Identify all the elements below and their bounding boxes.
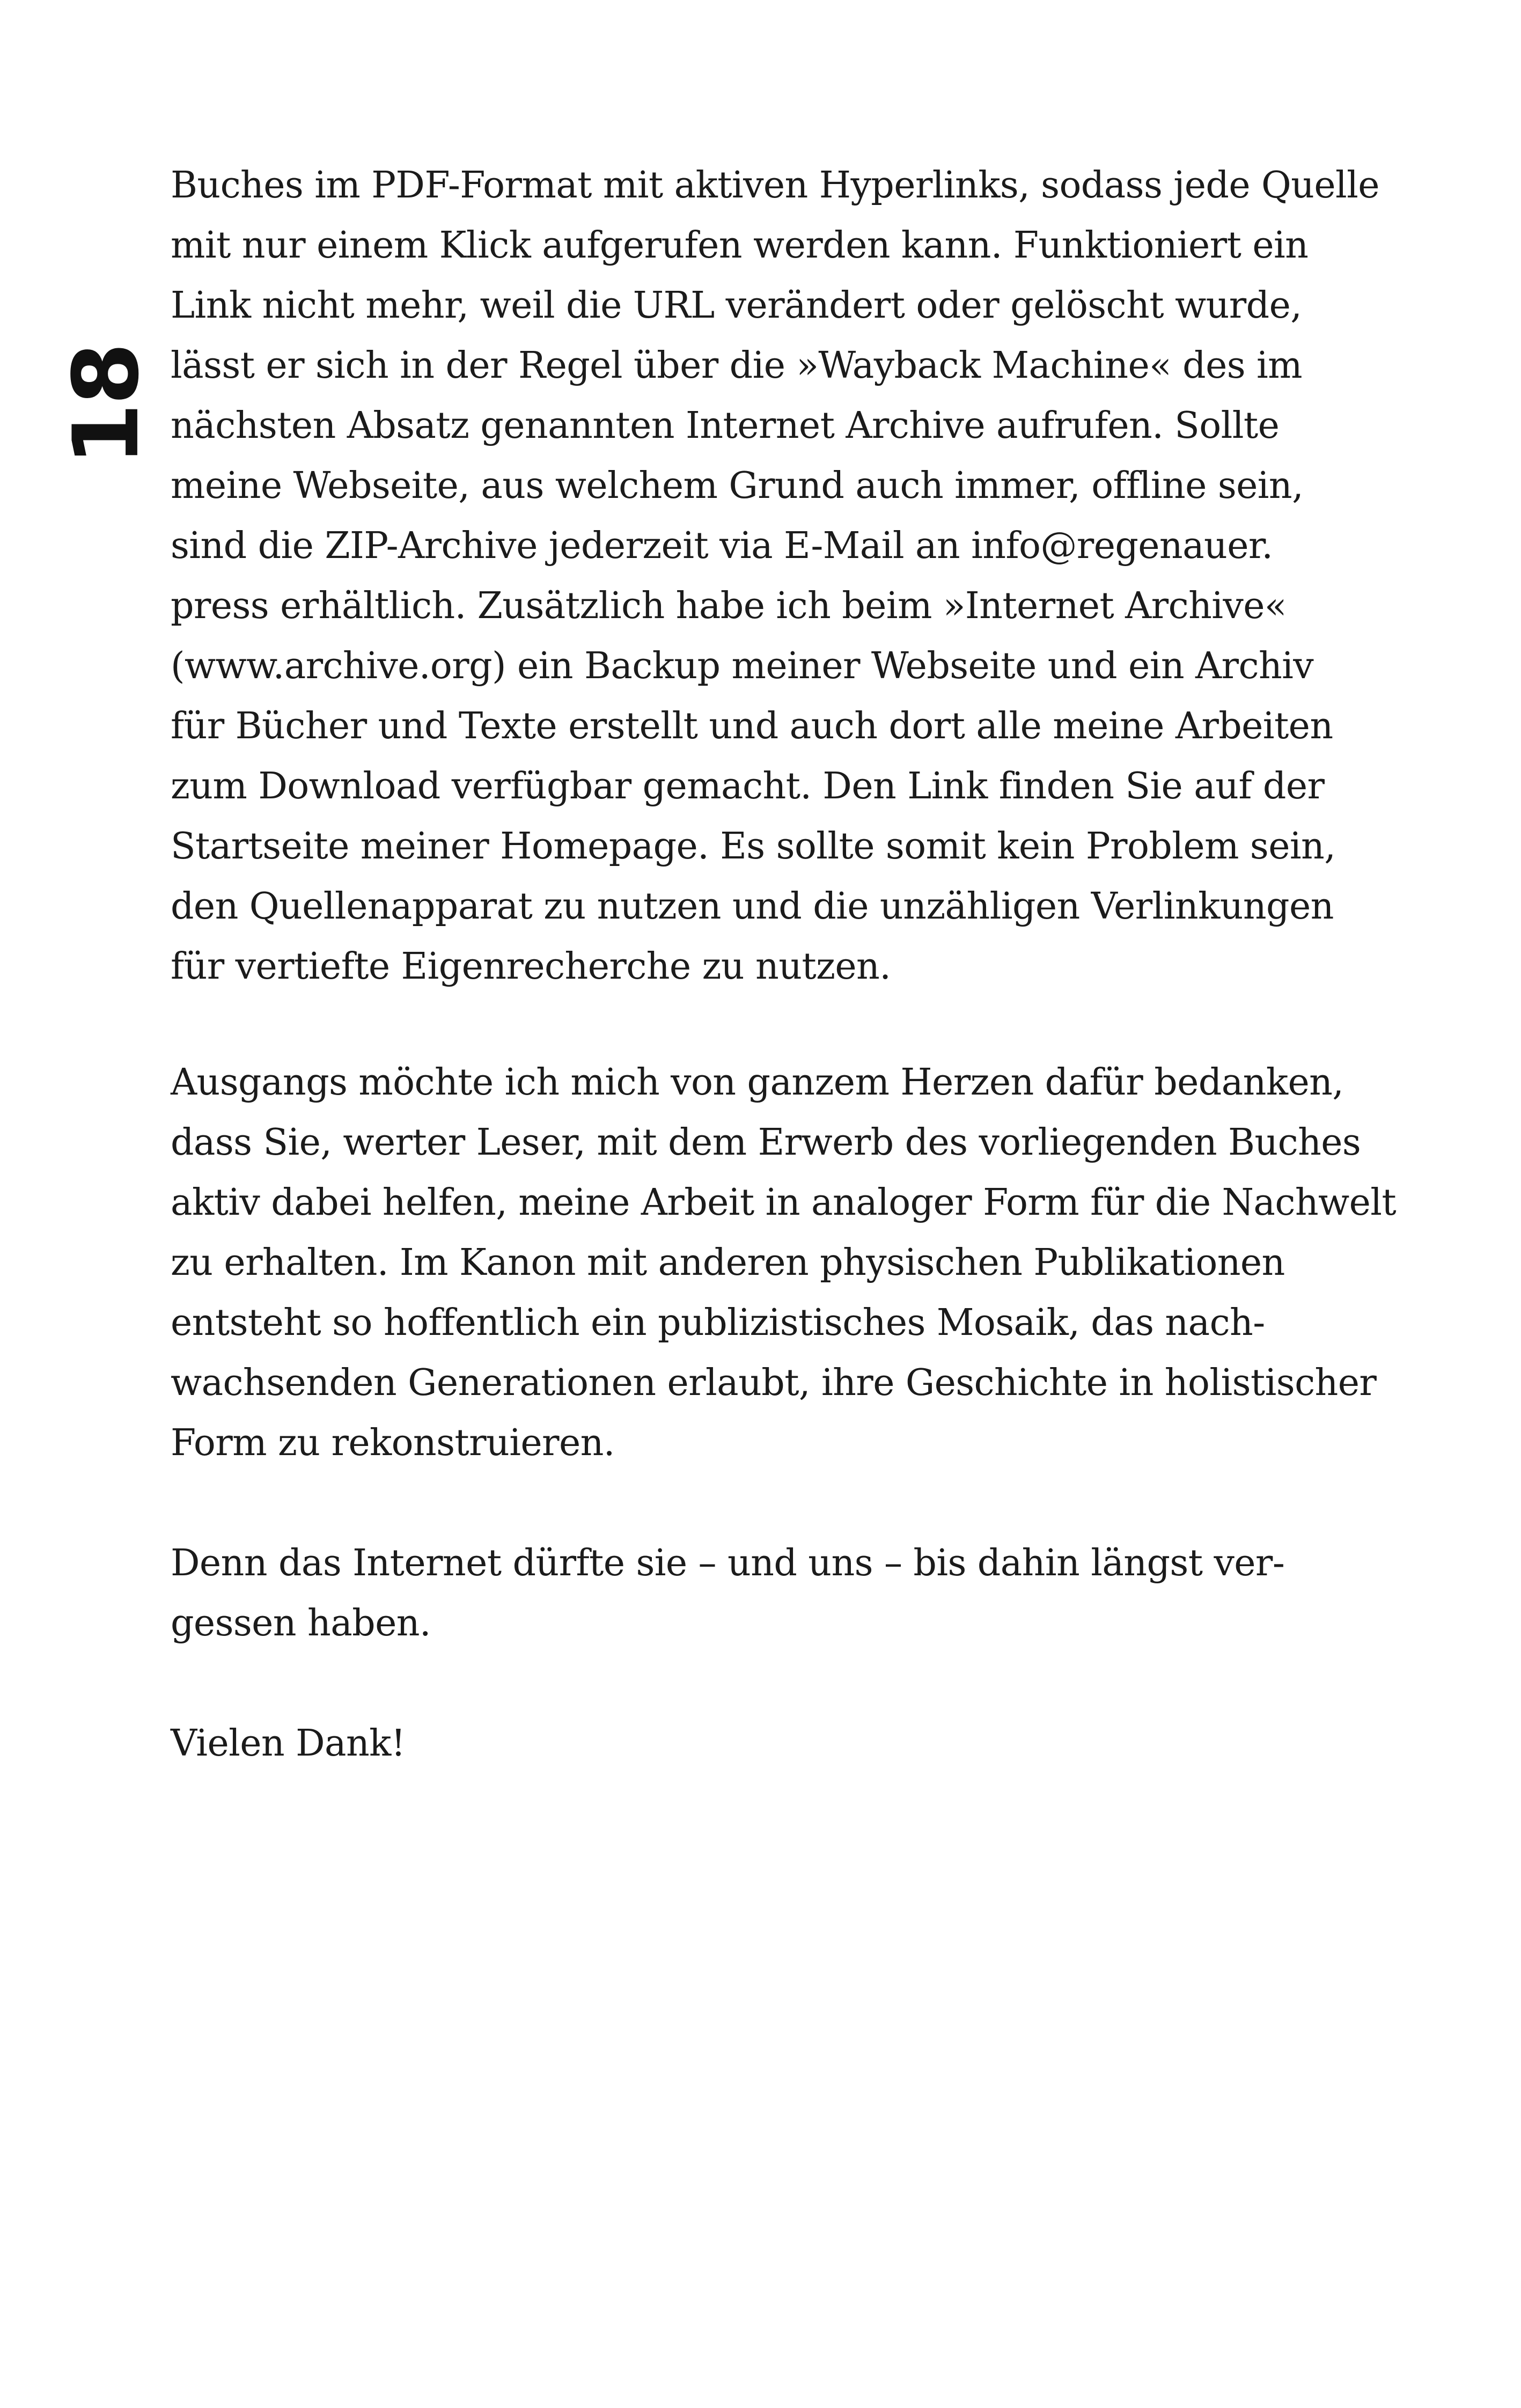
text-line: aktiv dabei helfen, meine Arbeit in analoger Form für die Nachwelt (171, 1181, 1397, 1224)
text-line: wachsenden Generationen erlaubt, ihre Geschichte in holistischer (171, 1362, 1377, 1404)
text-line: für Bücher und Texte erstellt und auch dort alle meine Arbeiten (171, 705, 1333, 747)
text-line: entsteht so hoffentlich ein publizistisches Mosaik, das nach- (171, 1302, 1265, 1344)
paragraph-3 (171, 1533, 1329, 1654)
text-line: nächsten Absatz genannten Internet Archive aufrufen. Sollte (171, 405, 1280, 447)
text-line: Link nicht mehr, weil die URL verändert oder gelöscht wurde, (171, 284, 1302, 327)
text-line: Denn das Internet dürfte sie – und uns – bis dahin längst ver- (171, 1542, 1285, 1584)
text-line: Buches im PDF-Format mit aktiven Hyperlinks, sodass jede Quelle (171, 164, 1379, 207)
text-line: Form zu rekonstruieren. (171, 1422, 615, 1464)
text-line: press erhältlich. Zusätzlich habe ich beim »Internet Archive« (171, 585, 1287, 627)
text-line: dass Sie, werter Leser, mit dem Erwerb des vorliegenden Buches (171, 1121, 1361, 1164)
text-line: Ausgangs möchte ich mich von ganzem Herzen dafür bedanken, (171, 1061, 1344, 1104)
paragraph-2 (171, 1053, 1397, 1473)
text-line: mit nur einem Klick aufgerufen werden kann. Funktioniert ein (171, 224, 1309, 267)
text-line: (www.archive.org) ein Backup meiner Webseite und ein Archiv (171, 645, 1314, 687)
text-line: meine Webseite, aus welchem Grund auch immer, offline sein, (171, 465, 1304, 507)
text-line: Startseite meiner Homepage. Es sollte somit kein Problem sein, (171, 825, 1336, 868)
text-line: für vertiefte Eigenrecherche zu nutzen. (171, 945, 891, 988)
text-line: Vielen Dank! (171, 1722, 406, 1765)
page-number-text: 18 (54, 344, 159, 466)
text-line: den Quellenapparat zu nutzen und die unzähligen Verlinkungen (171, 885, 1334, 928)
page-number (54, 344, 159, 466)
paragraph-4 (171, 1714, 1329, 1774)
text-line: sind die ZIP-Archive jederzeit via E-Mail an info@regenauer. (171, 525, 1273, 567)
text-line: zum Download verfügbar gemacht. Den Link finden Sie auf der (171, 765, 1325, 807)
text-line: lässt er sich in der Regel über die »Wayback Machine« des im (171, 344, 1303, 387)
text-line: gessen haben. (171, 1602, 431, 1645)
paragraph-1 (171, 156, 1379, 997)
text-line: zu erhalten. Im Kanon mit anderen physischen Publikationen (171, 1242, 1285, 1284)
